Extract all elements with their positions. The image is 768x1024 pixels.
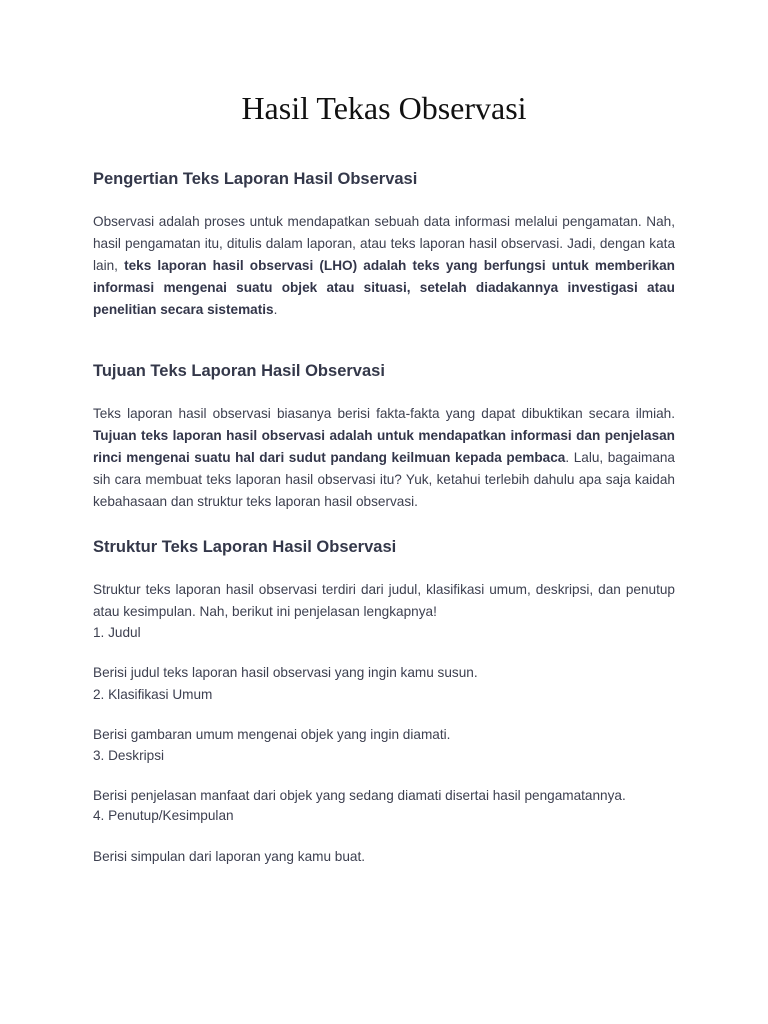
- paragraph-bold-text: Tujuan teks laporan hasil observasi adalah untuk mendapatkan informasi dan penjelasan rinci mengenai suatu hal dari sudut pandang keilmuan kepada pembaca: [93, 428, 675, 465]
- paragraph-text-end: . Lalu, bagaimana sih cara membuat teks laporan hasil observasi itu? Yuk, ketahui terlebih dahulu apa saja kaidah kebahasaan dan struktur teks laporan hasil observasi.: [93, 450, 675, 509]
- list-item-description: Berisi judul teks laporan hasil observasi yang ingin kamu susun.: [93, 665, 478, 680]
- paragraph-struktur-intro: Struktur teks laporan hasil observasi terdiri dari judul, klasifikasi umum, deskripsi, dan penutup atau kesimpulan. Nah, berikut ini penjelasan lengkapnya!: [93, 582, 675, 619]
- paragraph-text-end: .: [273, 302, 278, 317]
- paragraph-text: Teks laporan hasil observasi biasanya berisi fakta-fakta yang dapat dibuktikan secara ilmiah.: [93, 406, 675, 421]
- list-item-label: 3. Deskripsi: [93, 748, 165, 763]
- list-item-description: Berisi simpulan dari laporan yang kamu buat.: [93, 849, 366, 864]
- list-item-label: 1. Judul: [93, 625, 141, 640]
- list-item-description: Berisi gambaran umum mengenai objek yang ingin diamati.: [93, 727, 451, 742]
- document-title: Hasil Tekas Observasi: [241, 90, 527, 126]
- paragraph-pengertian: [93, 211, 675, 321]
- paragraph-tujuan: [93, 403, 675, 513]
- section-heading-tujuan: Tujuan Teks Laporan Hasil Observasi: [93, 362, 385, 380]
- paragraph-bold-text: teks laporan hasil observasi (LHO) adalah teks yang berfungsi untuk memberikan informasi mengenai suatu objek atau situasi, setelah diadakannya investigasi atau penelitian secara sistematis: [93, 258, 675, 317]
- paragraph-text: Observasi adalah proses untuk mendapatkan sebuah data informasi melalui pengamatan. Nah, hasil pengamatan itu, ditulis dalam laporan, atau teks laporan hasil observasi. Jadi, dengan kata lain,: [93, 214, 675, 273]
- section-heading-struktur: Struktur Teks Laporan Hasil Observasi: [93, 538, 397, 556]
- list-item-description: Berisi penjelasan manfaat dari objek yang sedang diamati disertai hasil pengamatannya.: [93, 788, 626, 803]
- list-item-label: 2. Klasifikasi Umum: [93, 687, 213, 702]
- section-heading-pengertian: Pengertian Teks Laporan Hasil Observasi: [93, 170, 418, 188]
- list-item-label: 4. Penutup/Kesimpulan: [93, 808, 234, 823]
